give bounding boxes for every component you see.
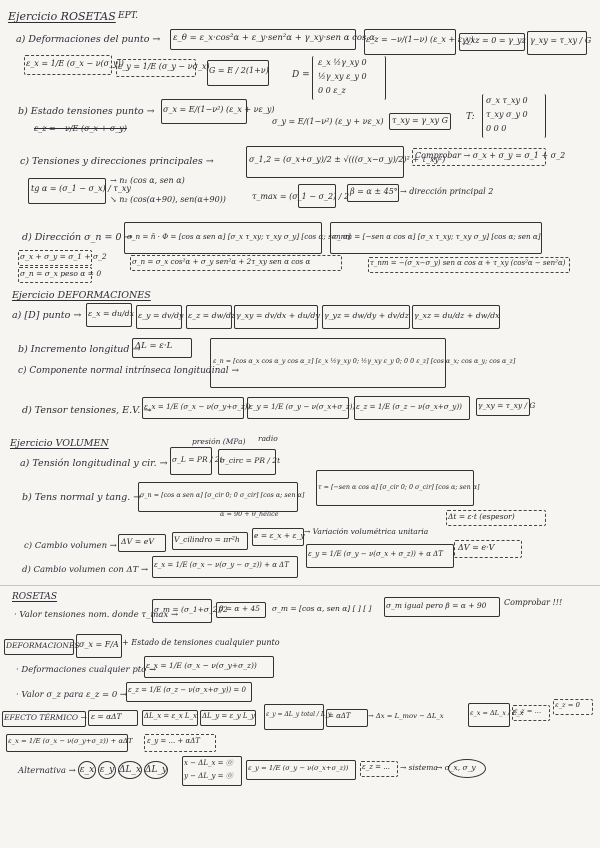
- volumen-c-extra: Δt = ε·t (espesor): [448, 512, 515, 521]
- summary-rosetas-title: ROSETAS: [12, 592, 58, 602]
- summary-termico-line2a: ε_x = 1/E (σ_x − ν(σ_y+σ_z)) + αΔT: [8, 737, 133, 745]
- volumen-d-label: d) Cambio volumen con ΔT →: [22, 565, 149, 575]
- rosetas-a-eq4: γ_xy = τ_xy / G: [530, 36, 592, 45]
- summary-termico-item1: ε = αΔT: [91, 712, 122, 721]
- rosetas-a-eq3: γ_xz = 0 = γ_yz: [462, 36, 526, 45]
- rosetas-d-eq3: σ_n = σ_x cos²α + σ_y sen²α + 2τ_xy sen α cos α: [132, 257, 311, 266]
- summary-rosetas-beta: β = α + 45: [219, 604, 261, 613]
- rosetas-a-eq6: ε_y = 1/E (σ_y − νσ_x): [118, 62, 210, 71]
- summary-alt-circle4: ΔL_y: [144, 761, 168, 779]
- summary-termico-line2b: ε_y = ... + αΔT: [147, 737, 200, 745]
- summary-termico-item7: ε_x = ΔL_x / L_x: [470, 709, 524, 717]
- summary-def-eq: σ_x = F/A: [79, 640, 119, 649]
- deformaciones-a-item2: ε_y = dv/dy: [138, 311, 184, 320]
- deformaciones-c-eq: ε_n = [cos α_x cos α_y cos α_z] [ε_x ½γ_xy 0; ½γ_xy ε_y 0; 0 0 ε_z] [cos α_x; cos α_y; cos α_z]: [213, 357, 516, 365]
- deformaciones-d-item2: ε_y = 1/E (σ_y − ν(σ_x+σ_z)): [249, 402, 356, 411]
- rosetas-c-n1: → n₁ (cos α, sen α): [110, 176, 185, 185]
- deformaciones-d-item3: ε_z = 1/E (σ_z − ν(σ_x+σ_y)): [356, 402, 462, 411]
- rosetas-b-matrix-row2: τ_xy σ_y 0: [486, 110, 528, 119]
- summary-alt-eq2: y − ΔL_y = ⓪: [184, 772, 233, 780]
- summary-alt-label: Alternativa →: [18, 766, 76, 776]
- volumen-b-label: b) Tens normal y tang. →: [22, 492, 142, 503]
- summary-def-note: + Estado de tensiones cualquier punto: [122, 638, 280, 647]
- deformaciones-a-item1: ε_x = du/dx: [88, 309, 134, 318]
- deformaciones-a-item4: γ_xy = dv/dx + du/dy: [236, 311, 320, 320]
- rosetas-b-eq2: σ_y = E/(1−ν²) (ε_y + νε_x): [272, 117, 384, 126]
- volumen-d-item2: ε_y = 1/E (σ_y − ν(σ_x + σ_z)) + α ΔT: [308, 550, 443, 558]
- summary-termico-item8: ε_z = ...: [514, 707, 542, 715]
- volumen-c-item3: e = ε_x + ε_y: [254, 531, 305, 540]
- rosetas-b-crossed: ε_z = −ν/E (σ_x + σ_y): [34, 124, 127, 133]
- volumen-b-eq1-note: α = 90 + θ_hélice: [220, 510, 279, 518]
- volumen-c-item2: V_cilindro = πr²h: [174, 535, 240, 544]
- deformaciones-a-item5: γ_yz = dw/dy + dv/dz: [324, 311, 409, 320]
- summary-def-line3-label: · Valor σ_z para ε_z = 0 →: [16, 690, 128, 700]
- volumen-c-item1: ΔV = eV: [121, 537, 154, 546]
- rosetas-c-tau-box: [298, 184, 336, 208]
- summary-rosetas-eq3: σ_m igual pero β = α + 90: [386, 601, 487, 610]
- rosetas-d-eq1: σ_n = n̄ · Φ = [cos α sen α] [σ_x τ_xy; τ_xy σ_y] [cos α; sen α]: [127, 232, 351, 241]
- rosetas-b-eq3: τ_xy = γ_xy G: [392, 116, 448, 125]
- volumen-d-item1: ε_x = 1/E (σ_x − ν(σ_y − σ_z)) + α ΔT: [154, 561, 289, 569]
- section-title-rosetas: Ejercicio ROSETAS: [8, 10, 116, 23]
- summary-rosetas-check: Comprobar !!!: [504, 598, 563, 607]
- rosetas-a-eq7: G = E / 2(1+ν): [209, 66, 269, 75]
- summary-rosetas-eq2: σ_m = [cos α, sen α] [ ] [ ]: [272, 604, 372, 613]
- summary-alt-eq4: ε_z = ...: [362, 763, 390, 771]
- rosetas-c-eq2: tg α = (σ_1 − σ_x) / τ_xy: [31, 184, 131, 193]
- summary-alt-eq3: ε_y = 1/E (σ_y − ν(σ_x+σ_z)): [248, 764, 349, 772]
- deformaciones-a-label: a) [D] punto →: [12, 310, 82, 321]
- volumen-c-label: c) Cambio volumen →: [24, 541, 117, 551]
- rosetas-d-eq2: τ_nm = [−sen α cos α] [σ_x τ_xy; τ_xy σ_y] [cos α; sen α]: [333, 232, 541, 241]
- rosetas-c-tau: τ_max = (σ_1 − σ_2) / 2: [252, 192, 350, 201]
- deformaciones-d-item4: γ_xy = τ_xy / G: [478, 401, 536, 410]
- deformaciones-b-eq: ΔL = ε·L: [135, 341, 173, 351]
- volumen-a-note1: presión (MPa): [192, 437, 246, 446]
- volumen-d-item3: ΔV = e·V: [458, 543, 495, 552]
- rosetas-a-matrix-row1: ε_x ½γ_xy 0: [318, 58, 367, 67]
- rosetas-c-label: c) Tensiones y direcciones principales →: [20, 156, 214, 167]
- volumen-b-eq1: σ_n = [cos α sen α] [σ_cir 0; 0 σ_cir] [cos α; sen α]: [140, 491, 305, 499]
- deformaciones-d-item1: ε_x = 1/E (σ_x − ν(σ_y+σ_z)): [144, 402, 251, 411]
- summary-termico-item3: ΔL_y = ε_y L_y: [202, 712, 256, 720]
- rosetas-d-eq4: τ_nm = −(σ_x−σ_y) sen α cos α + τ_xy (cos²α − sen²α): [370, 259, 566, 267]
- rosetas-a-eq5: ε_x = 1/E (σ_x − ν(σ_y)): [26, 59, 124, 68]
- rosetas-a-eq2: ε_z = −ν/(1−ν) (ε_x + ε_y): [366, 35, 474, 44]
- rosetas-a-label: a) Deformaciones del punto →: [16, 34, 161, 45]
- summary-def-line2-label: · Deformaciones cualquier pto →: [16, 665, 157, 675]
- summary-alt-circle3: ΔL_x: [118, 761, 142, 779]
- title-tag: EPT.: [118, 11, 139, 21]
- deformaciones-d-label: d) Tensor tensiones, E.V. →: [22, 405, 152, 416]
- rosetas-c-beta-note: → dirección principal 2: [400, 187, 494, 196]
- volumen-a-eq1: σ_L = PR / 2t: [172, 455, 223, 464]
- rosetas-b-matrix-label: T:: [466, 112, 475, 122]
- volumen-a-note2: radio: [258, 434, 278, 443]
- summary-termico-title: EFECTO TÉRMICO →: [4, 713, 87, 722]
- summary-termico-item5: = αΔT: [328, 712, 351, 720]
- summary-alt-eq1: x − ΔL_x = ⓪: [184, 759, 233, 767]
- deformaciones-c-label: c) Componente normal intrínseca longitudinal →: [18, 366, 240, 376]
- rosetas-a-matrix-row3: 0 0 ε_z: [318, 86, 346, 95]
- volumen-b-eq2: τ = [−sen α cos α] [σ_cir 0; 0 σ_cir] [cos α; sen α]: [318, 483, 480, 491]
- summary-rosetas-eq: σ_m = (σ_1+σ_2)/2: [154, 605, 228, 614]
- volumen-c-note: → Variación volumétrica unitaria: [304, 527, 429, 536]
- rosetas-c-eq1: σ_1,2 = (σ_x+σ_y)/2 ± √(((σ_x−σ_y)/2)² + τ_xy²): [249, 155, 446, 164]
- summary-termico-item9: ε_z = 0: [555, 701, 580, 709]
- rosetas-a-matrix-label: D =: [292, 70, 310, 80]
- volumen-a-label: a) Tensión longitudinal y cir. →: [20, 458, 168, 469]
- volumen-a-eq2: σ_circ = PR / 2t: [220, 456, 281, 465]
- summary-termico-item2: ΔL_x = ε_x L_x: [144, 712, 197, 720]
- rosetas-d-note2: σ_n = σ_x peso α = 0: [20, 269, 102, 278]
- rosetas-c-beta: β = α ± 45°: [350, 187, 398, 196]
- summary-termico-item4: ε_y = ΔL_y total / L_y: [266, 711, 332, 718]
- deformaciones-b-label: b) Incremento longitud →: [18, 344, 141, 355]
- section-divider: [0, 585, 600, 586]
- summary-rosetas-line1-label: · Valor tensiones nom. donde τ_max →: [14, 610, 179, 620]
- rosetas-a-eq1: ε_θ = ε_x·cos²α + ε_y·sen²α + γ_xy·sen α cos α: [173, 33, 375, 43]
- summary-def-line3-eq: ε_z = 1/E (σ_z − ν(σ_x+σ_y)) = 0: [128, 686, 246, 694]
- rosetas-d-label: d) Dirección σ_n = 0 →: [22, 232, 133, 243]
- section-title-deformaciones: Ejercicio DEFORMACIONES: [12, 290, 151, 301]
- summary-alt-circle2: ε_y: [98, 761, 116, 779]
- summary-alt-sistema: → sistema: [400, 763, 438, 772]
- summary-termico-item6: → Δx = L_mov − ΔL_x: [368, 712, 444, 720]
- summary-alt-result: → σ_x, σ_y: [436, 763, 476, 772]
- rosetas-b-eq1: σ_x = E/(1−ν²) (ε_x + νε_y): [163, 105, 275, 114]
- section-title-volumen: Ejercicio VOLUMEN: [10, 438, 109, 449]
- rosetas-d-note1: σ_x + σ_y = σ_1 + σ_2: [20, 252, 107, 261]
- rosetas-c-n2: ↘ n₂ (cos(α+90), sen(α+90)): [110, 195, 226, 204]
- rosetas-c-check: Comprobar → σ_x + σ_y = σ_1 + σ_2: [415, 151, 566, 160]
- rosetas-b-matrix-row3: 0 0 0: [486, 124, 507, 133]
- summary-def-line2-eq: ε_x = 1/E (σ_x − ν(σ_y+σ_z)): [146, 661, 257, 670]
- deformaciones-a-item3: ε_z = dw/dz: [188, 311, 236, 320]
- rosetas-b-matrix-row1: σ_x τ_xy 0: [486, 96, 528, 105]
- deformaciones-a-item6: γ_xz = du/dz + dw/dx: [414, 311, 500, 320]
- summary-def-title: DEFORMACIONES: [6, 641, 80, 650]
- rosetas-a-matrix-row2: ½γ_xy ε_y 0: [318, 72, 367, 81]
- summary-alt-circle1: ε_x: [78, 761, 96, 779]
- rosetas-b-label: b) Estado tensiones punto →: [18, 106, 155, 117]
